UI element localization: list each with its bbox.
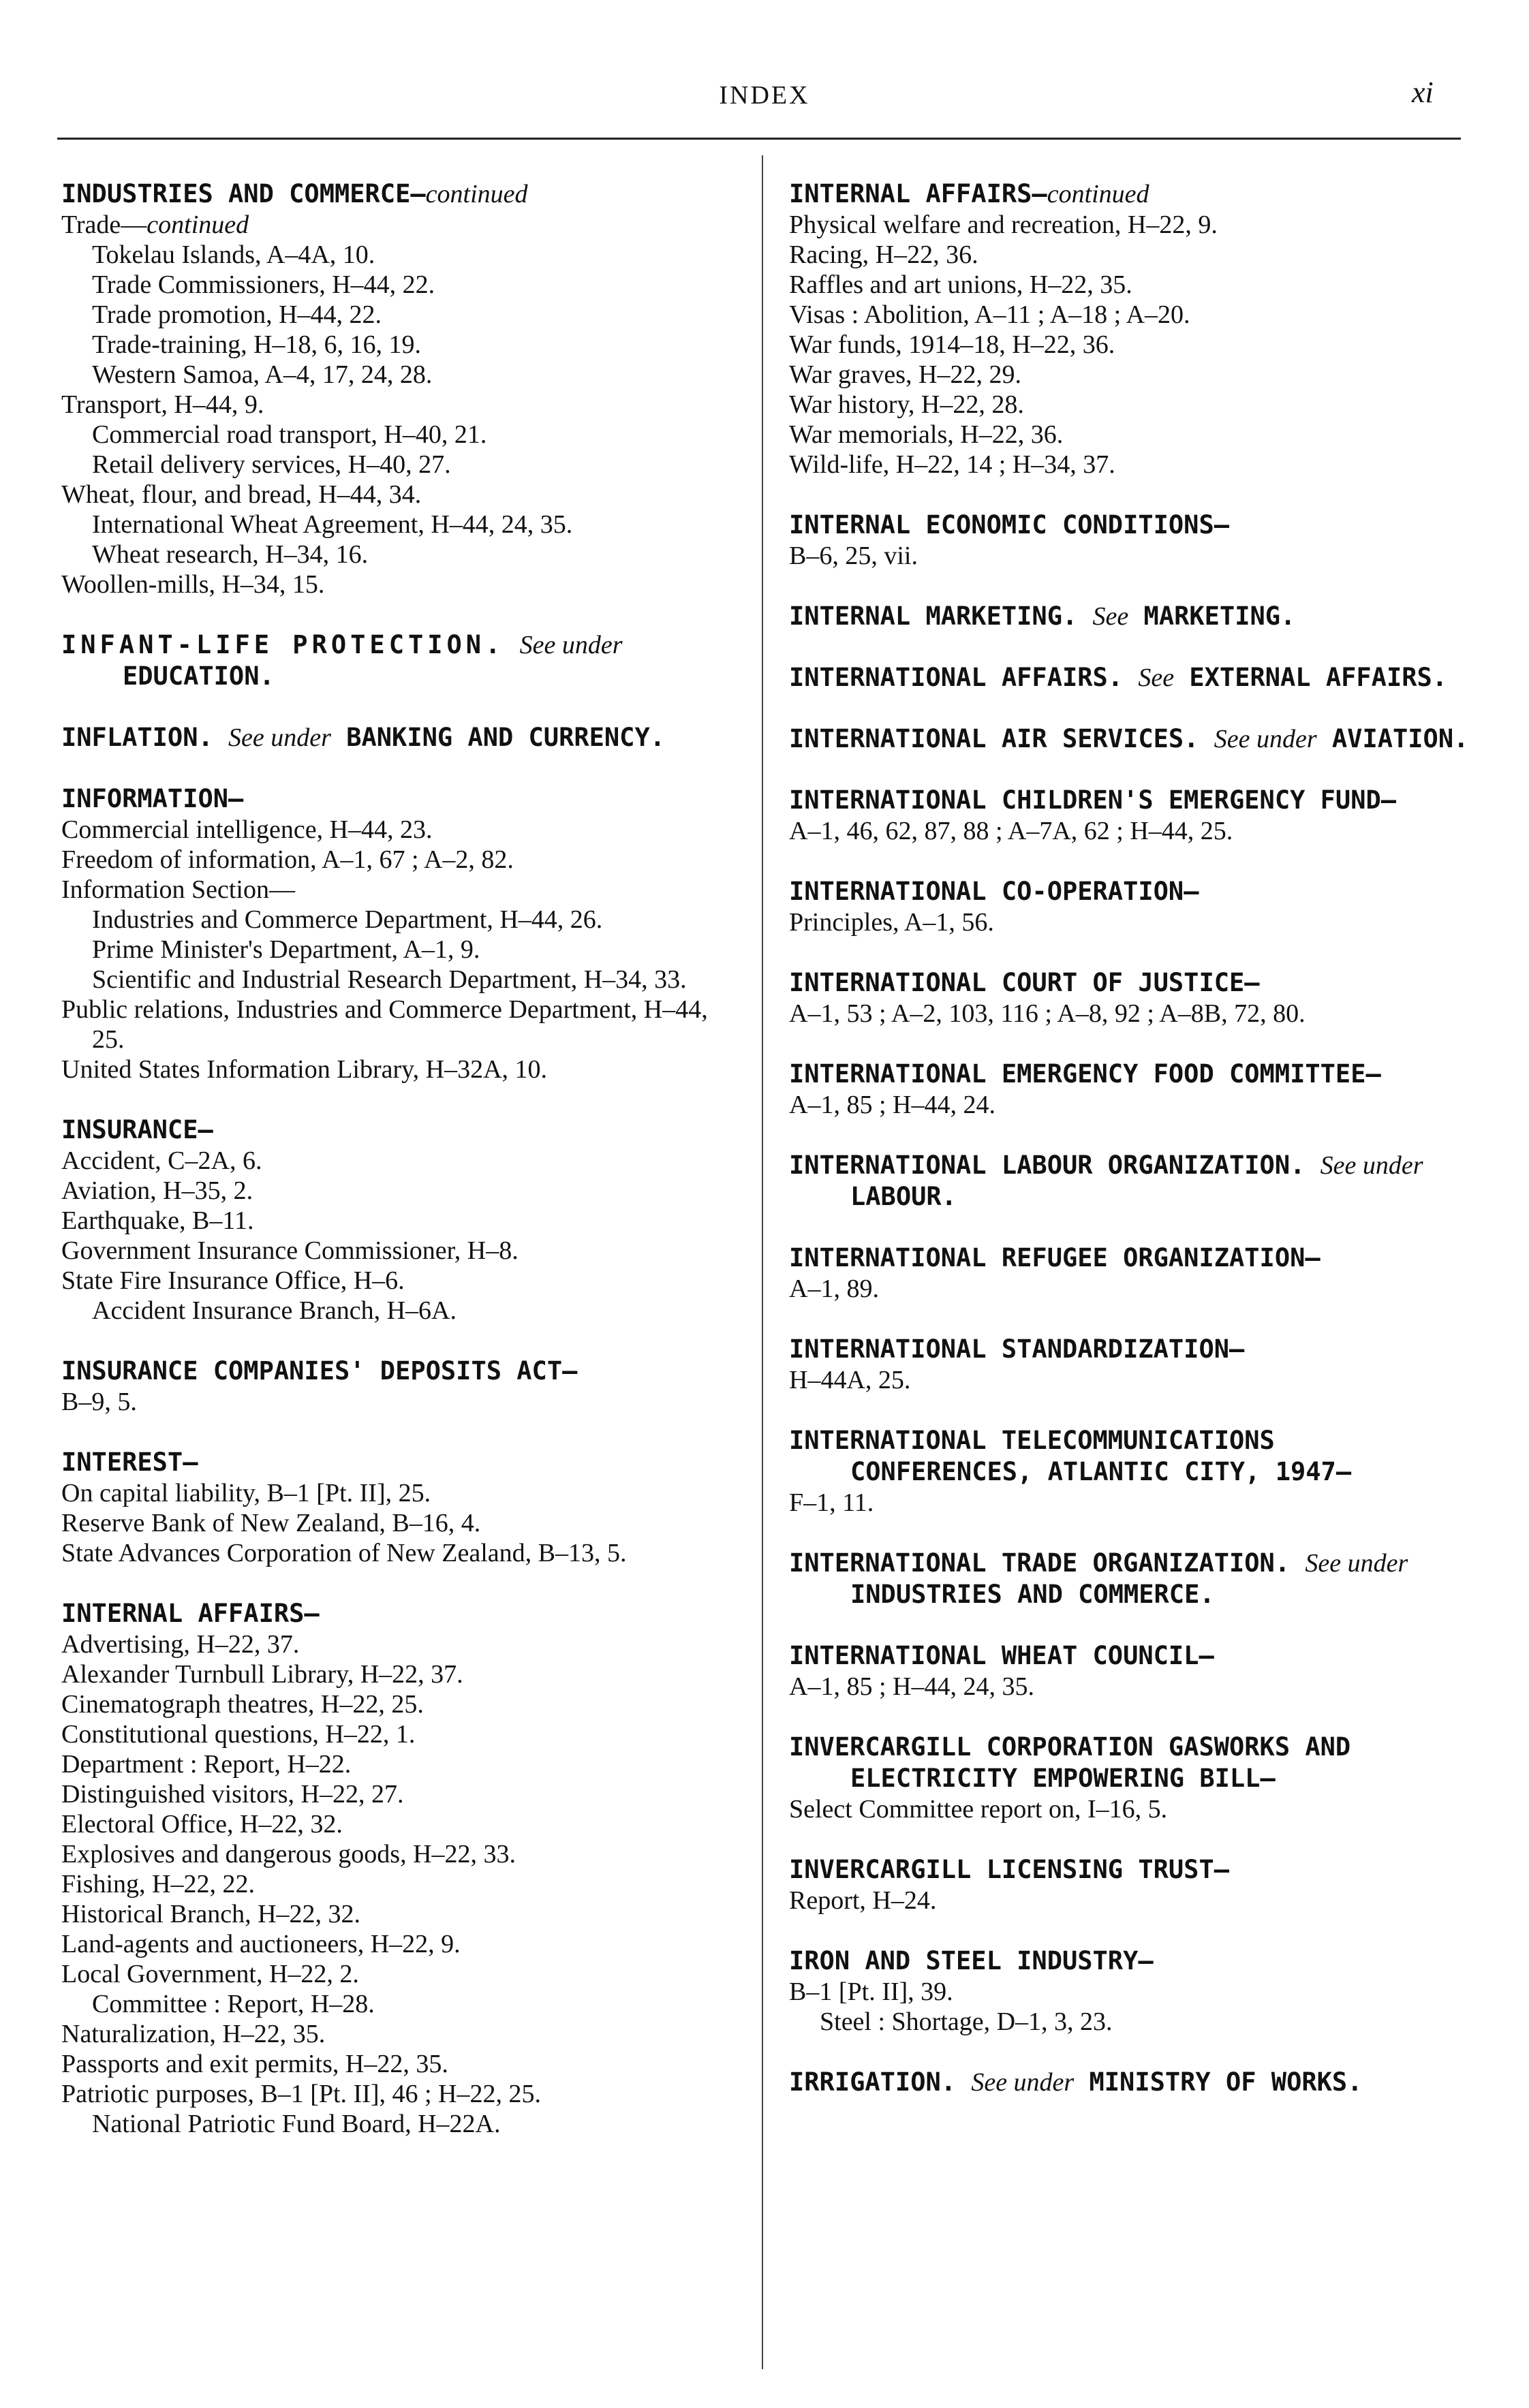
entry-text: Information Section— xyxy=(61,875,295,904)
entry-heading: INTERNAL AFFAIRS—continued xyxy=(789,179,1149,208)
index-entry xyxy=(789,178,1470,480)
entry-heading: INVERCARGILL CORPORATION GASWORKS AND ELECTRICITY EMPOWERING BILL— xyxy=(789,1732,1351,1793)
cross-reference-target: EXTERNAL AFFAIRS. xyxy=(1189,663,1448,692)
entry-line xyxy=(758,390,1470,420)
entry-text: Department : Report, H–22. xyxy=(61,1750,352,1779)
heading-text: INTERNAL AFFAIRS xyxy=(61,1599,305,1628)
entry-line xyxy=(31,965,743,995)
cross-reference-target: LABOUR. xyxy=(850,1182,957,1211)
index-entry xyxy=(789,1854,1470,1916)
entry-line xyxy=(31,240,743,270)
entry-line xyxy=(31,1054,743,1084)
entry-line xyxy=(31,1959,743,1989)
heading-text: INTERNATIONAL CO-OPERATION xyxy=(789,877,1184,906)
entry-text: Trade Commissioners, H–44, 22. xyxy=(92,270,435,299)
entry-line xyxy=(758,541,1470,571)
entry-text: A–1, 46, 62, 87, 88 ; A–7A, 62 ; H–44, 25. xyxy=(789,817,1233,845)
entry-text: International Wheat Agreement, H–44, 24, 35. xyxy=(92,510,573,539)
entry-line xyxy=(31,1629,743,1659)
entry-text: Fishing, H–22, 22. xyxy=(61,1870,255,1898)
entry-line xyxy=(31,1176,743,1206)
entry-heading xyxy=(789,723,1470,755)
entry-text: Reserve Bank of New Zealand, B–16, 4. xyxy=(61,1509,481,1537)
heading-text: IRRIGATION. xyxy=(789,2067,957,2097)
entry-heading: INTERNATIONAL TELECOMMUNICATIONS CONFERENCES, ATLANTIC CITY, 1947— xyxy=(789,1426,1352,1486)
entry-line xyxy=(31,1659,743,1689)
entry-line xyxy=(758,330,1470,360)
entry-heading: INTERNAL AFFAIRS— xyxy=(61,1599,320,1628)
entry-heading: INFORMATION— xyxy=(61,784,244,813)
heading-text: INTERNAL ECONOMIC CONDITIONS xyxy=(789,510,1214,540)
entry-text: Prime Minister's Department, A–1, 9. xyxy=(92,935,480,964)
entry-line xyxy=(758,1672,1470,1702)
entry-line xyxy=(758,1365,1470,1395)
entry-line xyxy=(31,1929,743,1959)
index-entry xyxy=(789,1334,1470,1395)
entry-heading: INSURANCE COMPANIES' DEPOSITS ACT— xyxy=(61,1356,578,1386)
entry-text: Freedom of information, A–1, 67 ; A–2, 82. xyxy=(61,845,514,874)
entry-heading: INSURANCE— xyxy=(61,1115,213,1144)
entry-line xyxy=(31,1478,743,1508)
cross-reference-label: See under xyxy=(228,723,331,752)
entry-text: Accident, C–2A, 6. xyxy=(61,1146,262,1175)
cross-reference-label: See under xyxy=(519,631,623,659)
entry-text: Electoral Office, H–22, 32. xyxy=(61,1810,343,1839)
entry-line xyxy=(758,1886,1470,1916)
running-head: INDEX xyxy=(719,81,810,110)
cross-reference-target: EDUCATION. xyxy=(123,661,275,691)
entry-continued: continued xyxy=(146,210,249,239)
entry-line xyxy=(31,1719,743,1749)
entry-line: Trade—continued xyxy=(61,210,249,239)
index-entry xyxy=(789,876,1470,937)
heading-text: INTERNATIONAL COURT OF JUSTICE xyxy=(789,968,1245,997)
entry-line xyxy=(31,1266,743,1296)
cross-reference-target: BANKING AND CURRENCY. xyxy=(346,723,666,752)
index-entry xyxy=(61,783,743,1084)
entry-line xyxy=(31,1387,743,1417)
cross-reference-target: MARKETING. xyxy=(1143,601,1296,631)
entry-heading: INTERNATIONAL CHILDREN'S EMERGENCY FUND— xyxy=(789,785,1397,815)
entry-text: Cinematograph theatres, H–22, 25. xyxy=(61,1690,424,1719)
index-entry xyxy=(789,785,1470,846)
entry-text: Distinguished visitors, H–22, 27. xyxy=(61,1780,404,1809)
entry-text: Transport, H–44, 9. xyxy=(61,390,264,419)
cross-reference-target: MINISTRY OF WORKS. xyxy=(1089,2067,1363,2097)
entry-text: Passports and exit permits, H–22, 35. xyxy=(61,2050,448,2078)
entry-text: A–1, 85 ; H–44, 24. xyxy=(789,1091,995,1119)
header-rule xyxy=(57,138,1461,140)
index-entry xyxy=(61,178,743,599)
entry-heading: INTERNATIONAL CO-OPERATION— xyxy=(789,877,1199,906)
entry-text: Select Committee report on, I–16, 5. xyxy=(789,1795,1168,1824)
entry-text: Naturalization, H–22, 35. xyxy=(61,2020,326,2048)
entry-line xyxy=(31,1146,743,1176)
entry-text: State Fire Insurance Office, H–6. xyxy=(61,1266,405,1295)
index-entry xyxy=(61,1114,743,1326)
entry-line xyxy=(31,935,743,965)
entry-text: Accident Insurance Branch, H–6A. xyxy=(92,1296,457,1325)
entry-text: Explosives and dangerous goods, H–22, 33. xyxy=(61,1840,516,1868)
entry-text: A–1, 85 ; H–44, 24, 35. xyxy=(789,1672,1034,1701)
entry-line xyxy=(31,2109,743,2139)
entry-text: B–9, 5. xyxy=(61,1388,137,1416)
heading-continued: continued xyxy=(1047,180,1149,208)
entry-line xyxy=(31,1989,743,2019)
entry-text: Principles, A–1, 56. xyxy=(789,908,994,937)
heading-text: INDUSTRIES AND COMMERCE xyxy=(61,179,411,208)
entry-line xyxy=(31,1296,743,1326)
entry-line xyxy=(758,240,1470,270)
entry-text: Industries and Commerce Department, H–44, 26. xyxy=(92,905,603,934)
entry-heading xyxy=(789,1150,1470,1213)
entry-text: Patriotic purposes, B–1 [Pt. II], 46 ; H–22, 25. xyxy=(61,2080,542,2108)
entry-text: Local Government, H–22, 2. xyxy=(61,1960,359,1988)
entry-text: Wheat, flour, and bread, H–44, 34. xyxy=(61,480,422,509)
entry-text: A–1, 89. xyxy=(789,1275,879,1303)
index-entry xyxy=(789,967,1470,1029)
entry-line xyxy=(31,2049,743,2079)
entry-text: Historical Branch, H–22, 32. xyxy=(61,1900,361,1928)
index-entry xyxy=(789,2067,1470,2098)
entry-line xyxy=(758,907,1470,937)
entry-line xyxy=(31,905,743,935)
entry-line xyxy=(758,270,1470,300)
entry-line xyxy=(758,816,1470,846)
heading-text: INTERNATIONAL LABOUR ORGANIZATION. xyxy=(789,1151,1306,1180)
heading-text: INFORMATION xyxy=(61,784,229,813)
entry-text: Advertising, H–22, 37. xyxy=(61,1630,300,1659)
entry-heading: INTERNATIONAL EMERGENCY FOOD COMMITTEE— xyxy=(789,1059,1381,1089)
entry-text: Scientific and Industrial Research Department, H–34, 33. xyxy=(92,965,687,994)
entry-text: Physical welfare and recreation, H–22, 9. xyxy=(789,210,1218,239)
index-entry xyxy=(789,723,1470,755)
entry-text: Trade promotion, H–44, 22. xyxy=(92,300,382,329)
entry-line xyxy=(758,1274,1470,1304)
entry-line xyxy=(31,815,743,845)
entry-line xyxy=(31,480,743,510)
entry-line xyxy=(31,1236,743,1266)
entry-text: War funds, 1914–18, H–22, 36. xyxy=(789,330,1115,359)
entry-text: War history, H–22, 28. xyxy=(789,390,1024,419)
entry-text: Raffles and art unions, H–22, 35. xyxy=(789,270,1132,299)
heading-text: INFANT-LIFE PROTECTION. xyxy=(61,630,505,659)
entry-heading: INTEREST— xyxy=(61,1448,198,1477)
entry-heading: INTERNATIONAL COURT OF JUSTICE— xyxy=(789,968,1260,997)
entry-line xyxy=(31,1749,743,1779)
entry-heading xyxy=(789,1548,1470,1610)
entry-line xyxy=(31,995,743,1054)
heading-text: INFLATION. xyxy=(61,723,213,752)
heading-text: INTEREST xyxy=(61,1448,183,1477)
entry-heading: IRON AND STEEL INDUSTRY— xyxy=(789,1946,1154,1975)
entry-text: B–6, 25, vii. xyxy=(789,542,918,570)
heading-text: IRON AND STEEL INDUSTRY xyxy=(789,1946,1139,1975)
entry-text: Alexander Turnbull Library, H–22, 37. xyxy=(61,1660,463,1689)
left-column xyxy=(61,178,743,2169)
entry-line xyxy=(31,1839,743,1869)
heading-text: INTERNATIONAL EMERGENCY FOOD COMMITTEE xyxy=(789,1059,1366,1089)
entry-text: Tokelau Islands, A–4A, 10. xyxy=(92,240,375,269)
entry-line xyxy=(31,1508,743,1538)
entry-line xyxy=(31,1869,743,1899)
cross-reference-label: See under xyxy=(1305,1549,1408,1578)
index-entry xyxy=(789,601,1470,632)
index-entry xyxy=(789,1548,1470,1610)
entry-line xyxy=(31,510,743,540)
entry-line xyxy=(31,390,743,420)
entry-line xyxy=(31,569,743,599)
entry-line xyxy=(31,2019,743,2049)
entry-line xyxy=(758,420,1470,450)
entry-text: Commercial intelligence, H–44, 23. xyxy=(61,815,433,844)
right-column xyxy=(789,178,1470,2128)
index-entry xyxy=(61,1447,743,1568)
heading-text: INTERNAL AFFAIRS xyxy=(789,179,1032,208)
entry-text: Western Samoa, A–4, 17, 24, 28. xyxy=(92,360,433,389)
heading-text: INTERNATIONAL AFFAIRS. xyxy=(789,663,1124,692)
heading-text: INTERNATIONAL TELECOMMUNICATIONS CONFERENCES, ATLANTIC CITY, 1947 xyxy=(789,1426,1336,1486)
entry-heading: INTERNATIONAL REFUGEE ORGANIZATION— xyxy=(789,1243,1320,1272)
entry-line xyxy=(758,2007,1470,2037)
column-divider xyxy=(762,155,763,2369)
entry-line xyxy=(31,1809,743,1839)
index-entry xyxy=(789,1425,1470,1518)
index-entry xyxy=(61,1598,743,2139)
entry-line xyxy=(758,1794,1470,1824)
entry-line xyxy=(31,360,743,390)
index-entry xyxy=(789,1150,1470,1213)
entry-line xyxy=(31,540,743,569)
index-entry xyxy=(789,1640,1470,1702)
cross-reference-target: INDUSTRIES AND COMMERCE. xyxy=(850,1580,1215,1609)
index-entry xyxy=(61,1356,743,1417)
entry-heading xyxy=(789,601,1470,632)
entry-line xyxy=(758,999,1470,1029)
entry-text: Trade xyxy=(61,210,121,239)
cross-reference-label: See xyxy=(1138,663,1175,692)
entry-text: H–44A, 25. xyxy=(789,1366,911,1394)
entry-line xyxy=(31,1206,743,1236)
heading-text: INTERNATIONAL STANDARDIZATION xyxy=(789,1334,1230,1364)
entry-text: A–1, 53 ; A–2, 103, 116 ; A–8, 92 ; A–8B, 72, 80. xyxy=(789,999,1306,1028)
heading-text: INTERNATIONAL CHILDREN'S EMERGENCY FUND xyxy=(789,785,1381,815)
entry-line xyxy=(31,2079,743,2109)
entry-heading: INDUSTRIES AND COMMERCE—continued xyxy=(61,179,528,208)
entry-text: War memorials, H–22, 36. xyxy=(789,420,1064,449)
entry-line xyxy=(31,1779,743,1809)
entry-text: National Patriotic Fund Board, H–22A. xyxy=(92,2110,501,2138)
entry-line xyxy=(758,300,1470,330)
entry-heading xyxy=(789,2067,1470,2098)
entry-line xyxy=(31,1899,743,1929)
entry-text: Government Insurance Commissioner, H–8. xyxy=(61,1236,519,1265)
entry-text: Commercial road transport, H–40, 21. xyxy=(92,420,487,449)
heading-text: INSURANCE xyxy=(61,1115,198,1144)
page-number: xi xyxy=(1412,76,1434,109)
entry-heading xyxy=(61,722,743,753)
entry-text: Wild-life, H–22, 14 ; H–34, 37. xyxy=(789,450,1115,479)
entry-line xyxy=(758,1977,1470,2007)
entry-line xyxy=(31,450,743,480)
entry-text: Wheat research, H–34, 16. xyxy=(92,540,369,569)
entry-line xyxy=(758,210,1470,240)
entry-text: Public relations, Industries and Commerce Department, H–44, 25. xyxy=(61,995,708,1054)
cross-reference-label: See under xyxy=(1214,725,1317,753)
index-entry xyxy=(789,1732,1470,1824)
entry-text: F–1, 11. xyxy=(789,1488,874,1517)
index-entry xyxy=(789,1945,1470,2037)
heading-text: INTERNAL MARKETING. xyxy=(789,601,1078,631)
entry-text: On capital liability, B–1 [Pt. II], 25. xyxy=(61,1479,431,1507)
entry-text: B–1 [Pt. II], 39. xyxy=(789,1977,953,2006)
entry-line xyxy=(758,1090,1470,1120)
entry-line xyxy=(31,300,743,330)
entry-line xyxy=(758,450,1470,480)
entry-line xyxy=(31,875,743,905)
entry-heading xyxy=(61,629,743,692)
entry-heading xyxy=(789,662,1470,693)
heading-text: INTERNATIONAL WHEAT COUNCIL xyxy=(789,1641,1199,1670)
cross-reference-label: See under xyxy=(971,2068,1075,2097)
cross-reference-target: AVIATION. xyxy=(1331,724,1469,753)
entry-text: Committee : Report, H–28. xyxy=(92,1990,375,2018)
entry-line xyxy=(758,1488,1470,1518)
index-entry xyxy=(61,629,743,692)
heading-text: INTERNATIONAL TRADE ORGANIZATION. xyxy=(789,1548,1291,1578)
index-entry xyxy=(789,1059,1470,1120)
cross-reference-label: See xyxy=(1092,602,1129,631)
entry-text: War graves, H–22, 29. xyxy=(789,360,1021,389)
heading-text: INTERNATIONAL AIR SERVICES. xyxy=(789,724,1199,753)
entry-line xyxy=(31,270,743,300)
heading-text: INSURANCE COMPANIES' DEPOSITS ACT xyxy=(61,1356,563,1386)
entry-text: Woollen-mills, H–34, 15. xyxy=(61,570,325,599)
entry-text: Steel : Shortage, D–1, 3, 23. xyxy=(820,2007,1113,2036)
entry-line xyxy=(31,330,743,360)
entry-text: Land-agents and auctioneers, H–22, 9. xyxy=(61,1930,461,1958)
entry-line xyxy=(31,845,743,875)
entry-heading: INTERNATIONAL STANDARDIZATION— xyxy=(789,1334,1245,1364)
entry-text: Constitutional questions, H–22, 1. xyxy=(61,1720,416,1749)
heading-continued: continued xyxy=(425,180,528,208)
cross-reference-label: See under xyxy=(1320,1151,1423,1180)
entry-text: Report, H–24. xyxy=(789,1886,937,1915)
entry-text: Earthquake, B–11. xyxy=(61,1206,254,1235)
entry-text: Racing, H–22, 36. xyxy=(789,240,978,269)
entry-text: United States Information Library, H–32A, 10. xyxy=(61,1055,548,1084)
heading-text: INVERCARGILL CORPORATION GASWORKS AND ELECTRICITY EMPOWERING BILL xyxy=(789,1732,1351,1793)
index-entry xyxy=(789,1242,1470,1304)
entry-text: Retail delivery services, H–40, 27. xyxy=(92,450,451,479)
heading-text: INTERNATIONAL REFUGEE ORGANIZATION xyxy=(789,1243,1306,1272)
entry-heading: INTERNATIONAL WHEAT COUNCIL— xyxy=(789,1641,1214,1670)
index-entry xyxy=(789,510,1470,571)
entry-line xyxy=(31,1689,743,1719)
entry-text: Aviation, H–35, 2. xyxy=(61,1176,253,1205)
entry-line xyxy=(758,360,1470,390)
index-entry xyxy=(61,722,743,753)
entry-heading: INTERNAL ECONOMIC CONDITIONS— xyxy=(789,510,1230,540)
entry-text: Trade-training, H–18, 6, 16, 19. xyxy=(92,330,422,359)
entry-heading: INVERCARGILL LICENSING TRUST— xyxy=(789,1855,1230,1884)
heading-text: INVERCARGILL LICENSING TRUST xyxy=(789,1855,1214,1884)
index-entry xyxy=(789,662,1470,693)
entry-line xyxy=(31,420,743,450)
entry-line xyxy=(31,1538,743,1568)
entry-text: Visas : Abolition, A–11 ; A–18 ; A–20. xyxy=(789,300,1190,329)
entry-text: State Advances Corporation of New Zealand, B–13, 5. xyxy=(61,1539,627,1567)
